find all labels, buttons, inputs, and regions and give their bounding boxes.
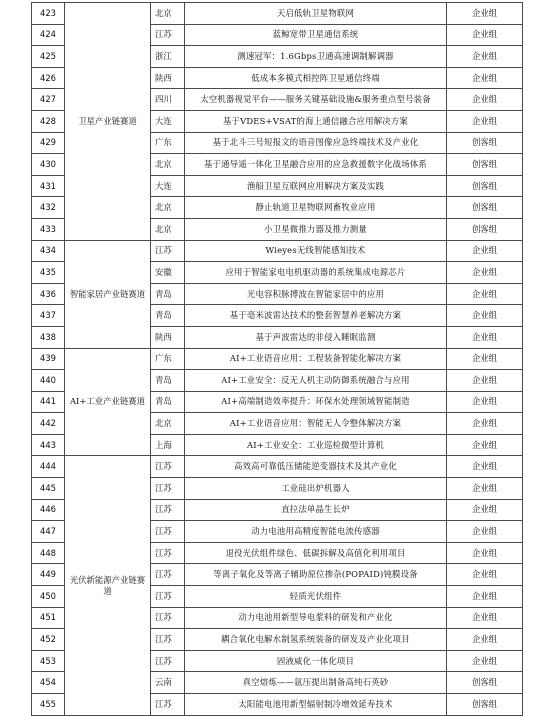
project-name-cell: 工业硅出炉机器人 — [185, 478, 447, 500]
group-cell: 企业组 — [447, 456, 523, 478]
project-name-cell: 固液威化一体化项目 — [185, 650, 447, 672]
group-cell: 企业组 — [447, 89, 523, 111]
row-number: 437 — [32, 305, 65, 327]
row-number: 445 — [32, 478, 65, 500]
project-name-cell: 耦合氧化电解水制氢系统装备的研发及产业化项目 — [185, 629, 447, 651]
region-cell: 陕西 — [151, 326, 185, 348]
row-number: 447 — [32, 521, 65, 543]
group-cell: 企业组 — [447, 3, 523, 25]
project-name-cell: 轻质光伏组件 — [185, 586, 447, 608]
region-cell: 北京 — [151, 218, 185, 240]
table-row — [32, 348, 523, 370]
region-cell: 江苏 — [151, 240, 185, 262]
region-cell: 浙江 — [151, 46, 185, 68]
row-number: 429 — [32, 132, 65, 154]
row-number: 442 — [32, 413, 65, 435]
group-cell: 企业组 — [447, 391, 523, 413]
row-number: 454 — [32, 672, 65, 694]
project-name-cell: AI+工业安全：工业巡检微型计算机 — [185, 434, 447, 456]
row-number: 426 — [32, 67, 65, 89]
group-cell: 企业组 — [447, 110, 523, 132]
row-number: 433 — [32, 218, 65, 240]
group-cell: 企业组 — [447, 629, 523, 651]
group-cell: 企业组 — [447, 326, 523, 348]
project-name-cell: 天启低轨卫星物联网 — [185, 3, 447, 25]
region-cell: 青岛 — [151, 370, 185, 392]
region-cell: 北京 — [151, 154, 185, 176]
project-name-cell: 静止轨道卫星物联网畜牧业应用 — [185, 197, 447, 219]
track-category: 卫星产业链赛道 — [65, 3, 151, 241]
group-cell: 企业组 — [447, 46, 523, 68]
group-cell: 企业组 — [447, 305, 523, 327]
region-cell: 上海 — [151, 434, 185, 456]
row-number: 427 — [32, 89, 65, 111]
group-cell: 企业组 — [447, 67, 523, 89]
group-cell: 企业组 — [447, 478, 523, 500]
group-cell: 企业组 — [447, 348, 523, 370]
project-name-cell: 基于通导遥一体化卫星融合应用的应急救援数字化战场体系 — [185, 154, 447, 176]
row-number: 451 — [32, 607, 65, 629]
row-number: 438 — [32, 326, 65, 348]
row-number: 431 — [32, 175, 65, 197]
project-name-cell: AI+工业语音应用：工程装备智能化解决方案 — [185, 348, 447, 370]
project-name-cell: 基于毫米波雷达技术的整套智慧养老解决方案 — [185, 305, 447, 327]
project-name-cell: 蓝鲸宽带卫星通信系统 — [185, 24, 447, 46]
group-cell: 企业组 — [447, 283, 523, 305]
group-cell: 企业组 — [447, 262, 523, 284]
row-number: 439 — [32, 348, 65, 370]
group-cell: 创客组 — [447, 197, 523, 219]
region-cell: 江苏 — [151, 607, 185, 629]
region-cell: 江苏 — [151, 521, 185, 543]
region-cell: 云南 — [151, 672, 185, 694]
project-name-cell: 直拉法单晶生长炉 — [185, 499, 447, 521]
row-number: 455 — [32, 694, 65, 716]
region-cell: 陕西 — [151, 67, 185, 89]
project-name-cell: 太阳能电池用新型辐射制冷增效延寿技术 — [185, 694, 447, 716]
region-cell: 江苏 — [151, 24, 185, 46]
row-number: 440 — [32, 370, 65, 392]
row-number: 453 — [32, 650, 65, 672]
region-cell: 青岛 — [151, 283, 185, 305]
project-name-cell: 基于北斗三号短报文的语音图像应急终端技术及产业化 — [185, 132, 447, 154]
row-number: 450 — [32, 586, 65, 608]
group-cell: 企业组 — [447, 240, 523, 262]
project-name-cell: Wieyes无线智能感知技术 — [185, 240, 447, 262]
region-cell: 青岛 — [151, 305, 185, 327]
row-number: 452 — [32, 629, 65, 651]
region-cell: 江苏 — [151, 586, 185, 608]
project-name-cell: 高效高可靠低压储能逆变器技术及其产业化 — [185, 456, 447, 478]
project-name-cell: 渔船卫星互联网应用解决方案及实践 — [185, 175, 447, 197]
region-cell: 北京 — [151, 413, 185, 435]
row-number: 425 — [32, 46, 65, 68]
group-cell: 创客组 — [447, 694, 523, 716]
project-name-cell: 真空熔炼——氩压提出制备高纯石英砂 — [185, 672, 447, 694]
project-name-cell: 太空机器视觉平台——服务关键基础设施&服务重点型号装备 — [185, 89, 447, 111]
project-name-cell: AI+工业语音应用：智能无人令整体解决方案 — [185, 413, 447, 435]
row-number: 446 — [32, 499, 65, 521]
region-cell: 江苏 — [151, 650, 185, 672]
project-name-cell: 光电容积脉搏波在智能家居中的应用 — [185, 283, 447, 305]
region-cell: 广东 — [151, 348, 185, 370]
group-cell: 创客组 — [447, 175, 523, 197]
table-row — [32, 456, 523, 478]
region-cell: 江苏 — [151, 478, 185, 500]
region-cell: 江苏 — [151, 499, 185, 521]
row-number: 423 — [32, 3, 65, 25]
group-cell: 创客组 — [447, 132, 523, 154]
row-number: 443 — [32, 434, 65, 456]
group-cell: 创客组 — [447, 218, 523, 240]
row-number: 441 — [32, 391, 65, 413]
group-cell: 企业组 — [447, 24, 523, 46]
region-cell: 广东 — [151, 132, 185, 154]
row-number: 449 — [32, 564, 65, 586]
region-cell: 江苏 — [151, 456, 185, 478]
table-body — [32, 3, 523, 716]
group-cell: 企业组 — [447, 413, 523, 435]
table-row — [32, 240, 523, 262]
project-name-cell: 应用于智能家电电机驱动器的系统集成电源芯片 — [185, 262, 447, 284]
region-cell: 北京 — [151, 197, 185, 219]
project-name-cell: 基于VDES+VSAT的海上通信融合应用解决方案 — [185, 110, 447, 132]
row-number: 436 — [32, 283, 65, 305]
group-cell: 企业组 — [447, 586, 523, 608]
project-name-cell: 动力电池用高精度智能电流传感器 — [185, 521, 447, 543]
region-cell: 江苏 — [151, 629, 185, 651]
project-name-cell: AI+工业安全：反无人机主动防御系统融合与应用 — [185, 370, 447, 392]
project-name-cell: 低成本多模式相控阵卫星通信终端 — [185, 67, 447, 89]
project-name-cell: 等离子氧化及等离子辅助原位掺杂(POPAID)钝膜设备 — [185, 564, 447, 586]
row-number: 448 — [32, 542, 65, 564]
project-name-cell: AI+高端制造效率提升：环保水处理领域智能制造 — [185, 391, 447, 413]
group-cell: 企业组 — [447, 434, 523, 456]
group-cell: 企业组 — [447, 499, 523, 521]
row-number: 435 — [32, 262, 65, 284]
region-cell: 四川 — [151, 89, 185, 111]
row-number: 434 — [32, 240, 65, 262]
region-cell: 江苏 — [151, 694, 185, 716]
table-row — [32, 3, 523, 25]
group-cell: 企业组 — [447, 650, 523, 672]
group-cell: 企业组 — [447, 564, 523, 586]
group-cell: 企业组 — [447, 521, 523, 543]
region-cell: 江苏 — [151, 542, 185, 564]
region-cell: 江苏 — [151, 564, 185, 586]
track-category: 光伏新能源产业链赛道 — [65, 456, 151, 715]
project-table — [31, 2, 523, 716]
row-number: 424 — [32, 24, 65, 46]
row-number: 428 — [32, 110, 65, 132]
region-cell: 大连 — [151, 175, 185, 197]
track-category: AI+工业产业链赛道 — [65, 348, 151, 456]
group-cell: 企业组 — [447, 542, 523, 564]
project-name-cell: 动力电池用新型导电浆料的研发和产业化 — [185, 607, 447, 629]
group-cell: 企业组 — [447, 370, 523, 392]
project-name-cell: 退役光伏组件绿色、低碳拆解及高值化利用项目 — [185, 542, 447, 564]
region-cell: 安徽 — [151, 262, 185, 284]
row-number: 432 — [32, 197, 65, 219]
row-number: 444 — [32, 456, 65, 478]
group-cell: 企业组 — [447, 607, 523, 629]
group-cell: 创客组 — [447, 154, 523, 176]
project-name-cell: 小卫星微推力器及推力测量 — [185, 218, 447, 240]
group-cell: 创客组 — [447, 672, 523, 694]
region-cell: 青岛 — [151, 391, 185, 413]
project-name-cell: 基于声波雷达的非侵入睡眠监测 — [185, 326, 447, 348]
track-category: 智能家居产业链赛道 — [65, 240, 151, 348]
project-name-cell: 测速冠军：1.6Gbps卫通高速调制解调器 — [185, 46, 447, 68]
region-cell: 大连 — [151, 110, 185, 132]
row-number: 430 — [32, 154, 65, 176]
region-cell: 北京 — [151, 3, 185, 25]
